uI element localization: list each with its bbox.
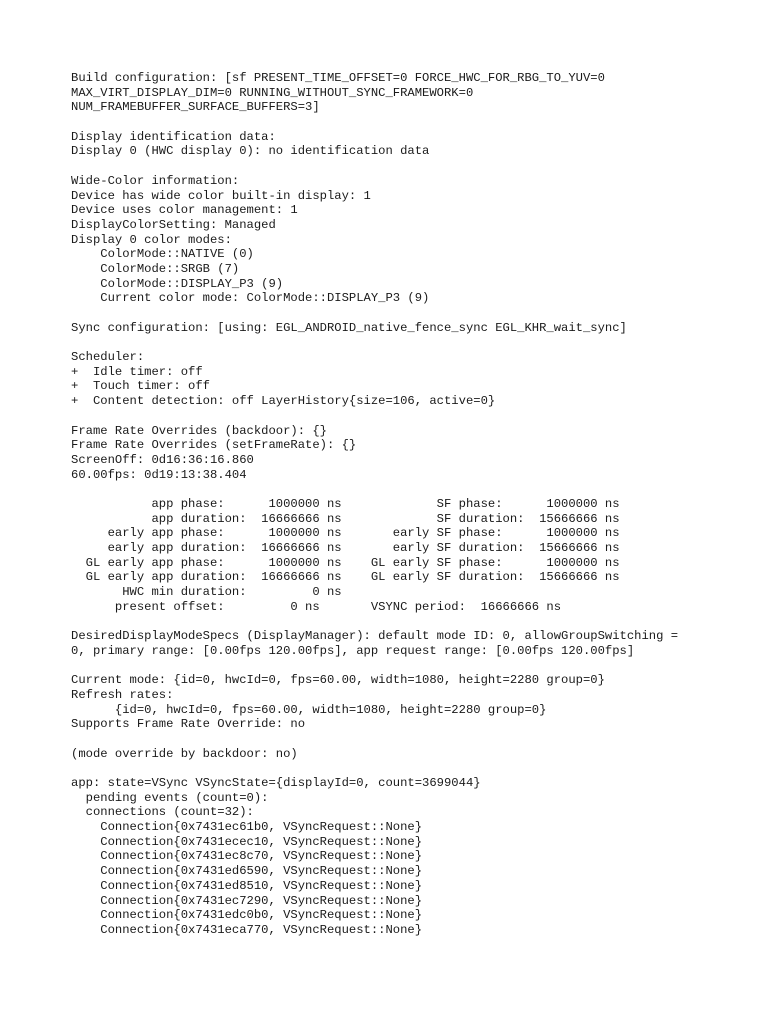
text-line: Connection{0x7431ec8c70, VSyncRequest::None} [71, 849, 423, 864]
text-line [71, 732, 761, 747]
text-line [71, 409, 761, 424]
text-line: Connection{0x7431edc0b0, VSyncRequest::None} [71, 908, 423, 923]
text-line [71, 335, 761, 350]
dumpsys-text-document [71, 71, 761, 938]
text-line: Connection{0x7431ed8510, VSyncRequest::None} [71, 878, 423, 893]
text-line: Current mode: {id=0, hwcId=0, fps=60.00, width=1080, height=2280 group=0} [71, 673, 605, 688]
text-line: Refresh rates: [71, 687, 174, 702]
text-line: Device has wide color built-in display: 1 [71, 188, 371, 203]
text-line: ColorMode::DISPLAY_P3 (9) [71, 276, 284, 291]
text-line [71, 159, 761, 174]
text-line: ScreenOff: 0d16:36:16.860 [71, 452, 254, 467]
text-line: Supports Frame Rate Override: no [71, 717, 306, 732]
text-line: GL early app duration: 16666666 ns GL early SF duration: 15666666 ns [71, 570, 620, 585]
text-line: Connection{0x7431ec7290, VSyncRequest::None} [71, 893, 423, 908]
text-line: ColorMode::NATIVE (0) [71, 247, 254, 262]
text-line: Connection{0x7431eca770, VSyncRequest::None} [71, 922, 423, 937]
text-line: Frame Rate Overrides (setFrameRate): {} [71, 438, 357, 453]
text-line [71, 115, 761, 130]
text-line: GL early app phase: 1000000 ns GL early SF phase: 1000000 ns [71, 555, 620, 570]
text-line: Connection{0x7431ec61b0, VSyncRequest::None} [71, 820, 423, 835]
text-line: DisplayColorSetting: Managed [71, 217, 276, 232]
text-line: early app phase: 1000000 ns early SF phase: 1000000 ns [71, 526, 620, 541]
text-line: NUM_FRAMEBUFFER_SURFACE_BUFFERS=3] [71, 100, 320, 115]
text-line: Scheduler: [71, 350, 145, 365]
text-line: app: state=VSync VSyncState={displayId=0, count=3699044} [71, 776, 481, 790]
text-line: 0, primary range: [0.00fps 120.00fps], app request range: [0.00fps 120.00fps] [71, 643, 635, 658]
text-line: DesiredDisplayModeSpecs (DisplayManager): default mode ID: 0, allowGroupSwitching = [71, 629, 679, 644]
text-line: + Touch timer: off [71, 379, 210, 394]
text-line: Wide-Color information: [71, 173, 240, 188]
text-line: {id=0, hwcId=0, fps=60.00, width=1080, height=2280 group=0} [71, 702, 547, 717]
text-line: MAX_VIRT_DISPLAY_DIM=0 RUNNING_WITHOUT_SYNC_FRAMEWORK=0 [71, 85, 474, 100]
text-line: + Idle timer: off [71, 364, 203, 379]
text-line [71, 761, 761, 776]
text-line: ColorMode::SRGB (7) [71, 261, 240, 276]
text-line: Display identification data: [71, 129, 276, 144]
text-line: pending events (count=0): [71, 790, 269, 805]
text-line: app duration: 16666666 ns SF duration: 15666666 ns [71, 511, 620, 526]
text-line [71, 614, 761, 629]
text-line: Frame Rate Overrides (backdoor): {} [71, 423, 327, 438]
text-line: 60.00fps: 0d19:13:38.404 [71, 467, 247, 482]
text-line: Connection{0x7431ed6590, VSyncRequest::None} [71, 864, 423, 879]
text-line: Build configuration: [sf PRESENT_TIME_OFFSET=0 FORCE_HWC_FOR_RBG_TO_YUV=0 [71, 71, 605, 85]
text-line: app phase: 1000000 ns SF phase: 1000000 ns [71, 496, 620, 511]
text-line: present offset: 0 ns VSYNC period: 16666666 ns [71, 599, 562, 614]
text-line: HWC min duration: 0 ns [71, 585, 342, 600]
text-line: Device uses color management: 1 [71, 203, 298, 218]
text-line: Current color mode: ColorMode::DISPLAY_P3 (9) [71, 291, 430, 306]
text-line: connections (count=32): [71, 805, 254, 820]
text-line [71, 482, 761, 497]
text-line [71, 659, 761, 674]
text-line: (mode override by backdoor: no) [71, 746, 298, 761]
text-line: Display 0 (HWC display 0): no identification data [71, 144, 430, 159]
text-line: Display 0 color modes: [71, 232, 232, 247]
text-line: Connection{0x7431ecec10, VSyncRequest::None} [71, 834, 423, 849]
text-line: + Content detection: off LayerHistory{size=106, active=0} [71, 394, 496, 409]
text-line: early app duration: 16666666 ns early SF duration: 15666666 ns [71, 541, 620, 555]
text-line: Sync configuration: [using: EGL_ANDROID_native_fence_sync EGL_KHR_wait_sync] [71, 320, 627, 335]
text-line [71, 306, 761, 321]
